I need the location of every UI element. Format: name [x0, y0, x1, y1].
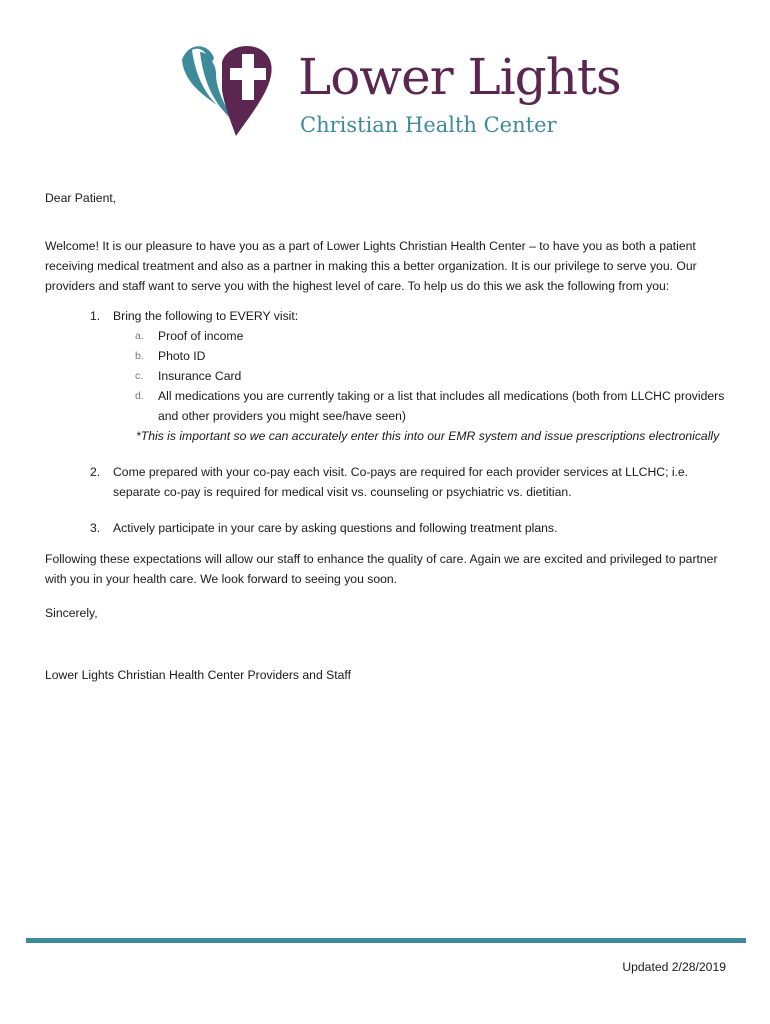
sub-letter: a.	[135, 330, 144, 342]
letter-body	[45, 188, 730, 685]
sub-letter: c.	[135, 370, 144, 382]
sub-text: All medications you are currently taking or a list that includes all medications (both from LLCHC providers and other providers you might see/have seen)	[158, 389, 725, 423]
updated-date: Updated 2/28/2019	[622, 960, 726, 974]
closing-paragraph: Following these expectations will allow our staff to enhance the quality of care. Again we are excited and privileged to partner with you in your health care. We look forward to seeing you soon.	[45, 552, 718, 586]
logo-title: Lower Lights	[298, 48, 621, 106]
sub-text: Insurance Card	[158, 369, 242, 383]
list-text: Actively participate in your care by asking questions and following treatment plans.	[113, 521, 558, 535]
list-item-2	[45, 462, 730, 502]
sub-item-a	[45, 326, 730, 346]
list-item-1	[45, 306, 730, 326]
intro-paragraph: Welcome! It is our pleasure to have you as a part of Lower Lights Christian Health Center – to have you as both a patient receiving medical treatment and also as a partner in making this a better organization. It is our privilege to serve you. Our providers and staff want to serve you with the highest level of care. To help us do this we ask the following from you:	[45, 239, 697, 293]
sub-item-d	[45, 386, 730, 426]
logo	[178, 40, 621, 140]
logo-subtitle: Christian Health Center	[300, 113, 557, 137]
greeting: Dear Patient,	[45, 191, 117, 205]
heart-cross-logo-icon	[178, 40, 290, 140]
sincerely: Sincerely,	[45, 606, 98, 620]
sub-letter: d.	[135, 390, 144, 402]
sub-item-c	[45, 366, 730, 386]
sub-text: Photo ID	[158, 349, 206, 363]
footer-rule	[26, 938, 746, 943]
list-item-3	[45, 518, 730, 538]
list-number: 1.	[90, 309, 101, 323]
important-note: *This is important so we can accurately enter this into our EMR system and issue prescriptions electronically	[136, 429, 720, 443]
sub-item-b	[45, 346, 730, 366]
list-number: 3.	[90, 521, 101, 535]
list-number: 2.	[90, 465, 101, 479]
signature: Lower Lights Christian Health Center Providers and Staff	[45, 668, 351, 682]
list-text: Bring the following to EVERY visit:	[113, 309, 299, 323]
sub-text: Proof of income	[158, 329, 244, 343]
sub-letter: b.	[135, 350, 144, 362]
list-text: Come prepared with your co-pay each visit. Co-pays are required for each provider services at LLCHC; i.e. separate co-pay is required for medical visit vs. counseling or psychiatric vs. dietitian.	[113, 465, 689, 499]
